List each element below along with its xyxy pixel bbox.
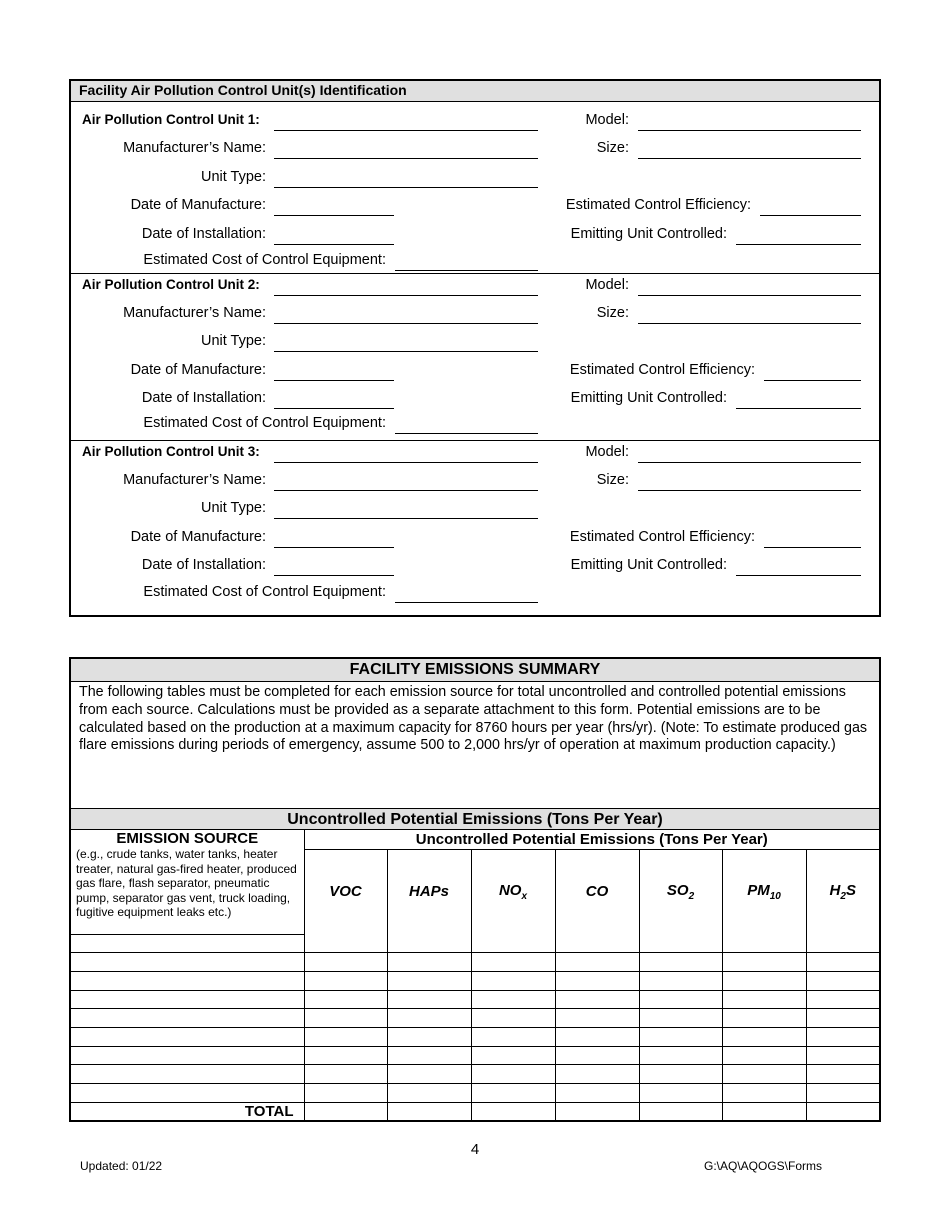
emission-value-cell[interactable] <box>639 1046 722 1065</box>
unit-1-label: Air Pollution Control Unit 1: <box>82 112 260 127</box>
emissions-summary-title: FACILITY EMISSIONS SUMMARY <box>71 659 879 682</box>
file-path: G:\AQ\AQOGS\Forms <box>704 1159 823 1173</box>
table-title: Uncontrolled Potential Emissions (Tons Per Year) <box>71 808 879 830</box>
unit-1-manufacturer-label: Manufacturer’s Name: <box>123 140 266 156</box>
emission-value-cell[interactable] <box>806 953 879 972</box>
unit-2-efficiency-label: Estimated Control Efficiency: <box>569 362 755 378</box>
emission-value-cell[interactable] <box>806 971 879 990</box>
emission-value-cell[interactable] <box>304 1027 387 1046</box>
emission-value-cell[interactable] <box>387 1046 471 1065</box>
emission-value-cell[interactable] <box>471 1084 555 1103</box>
unit-2-cost-label: Estimated Cost of Control Equipment: <box>143 415 386 431</box>
emission-value-cell[interactable] <box>387 971 471 990</box>
emission-value-cell[interactable] <box>304 1084 387 1103</box>
unit-2-emitting-unit-field[interactable] <box>736 408 861 409</box>
unit-3-size-label: Size: <box>596 472 629 488</box>
unit-1-date-manufacture-field[interactable] <box>274 215 394 216</box>
unit-3-manufacturer-field[interactable] <box>274 490 538 491</box>
unit-1-name-field[interactable] <box>274 130 538 131</box>
emission-value-cell[interactable] <box>387 953 471 972</box>
emission-value-cell[interactable] <box>806 1102 879 1121</box>
emission-value-cell[interactable] <box>471 990 555 1009</box>
emission-value-cell[interactable] <box>639 1009 722 1028</box>
unit-3-emitting-unit-field[interactable] <box>736 575 861 576</box>
emission-value-cell[interactable] <box>806 934 879 953</box>
unit-1-size-label: Size: <box>596 140 629 156</box>
emission-value-cell[interactable] <box>387 1102 471 1121</box>
emission-value-cell[interactable] <box>471 1009 555 1028</box>
emission-value-cell[interactable] <box>555 971 639 990</box>
emission-value-cell[interactable] <box>639 934 722 953</box>
unit-3-emitting-unit-label: Emitting Unit Controlled: <box>570 557 727 573</box>
pollutant-header: $NO_x$ <box>471 849 555 934</box>
unit-1-emitting-unit-field[interactable] <box>736 244 861 245</box>
table-row <box>71 971 879 990</box>
emission-value-cell[interactable] <box>639 1102 722 1121</box>
table-row <box>71 934 879 953</box>
table-row <box>71 1027 879 1046</box>
emission-value-cell[interactable] <box>555 953 639 972</box>
emission-value-cell[interactable] <box>722 1084 806 1103</box>
unit-3-date-manufacture-field[interactable] <box>274 547 394 548</box>
emission-source-cell[interactable] <box>71 1065 304 1084</box>
emission-source-cell[interactable] <box>71 953 304 972</box>
emission-value-cell[interactable] <box>639 1065 722 1084</box>
emissions-table <box>71 830 879 1121</box>
unit-3-date-installation-field[interactable] <box>274 575 394 576</box>
emission-value-cell[interactable] <box>471 1027 555 1046</box>
emission-value-cell[interactable] <box>806 1046 879 1065</box>
emission-value-cell[interactable] <box>555 1046 639 1065</box>
pollutant-header: $SO_2$ <box>639 849 722 934</box>
emission-value-cell[interactable] <box>555 934 639 953</box>
emission-value-cell[interactable] <box>304 953 387 972</box>
emission-value-cell[interactable] <box>387 1084 471 1103</box>
unit-2-efficiency-field[interactable] <box>764 380 861 381</box>
columns-header: Uncontrolled Potential Emissions (Tons Per Year) <box>304 830 879 849</box>
page-number: 4 <box>470 1141 480 1158</box>
emission-value-cell[interactable] <box>471 971 555 990</box>
unit-1-efficiency-label: Estimated Control Efficiency: <box>565 197 751 213</box>
emission-value-cell[interactable] <box>806 1027 879 1046</box>
emission-source-cell[interactable] <box>71 934 304 953</box>
emission-source-cell[interactable] <box>71 990 304 1009</box>
emission-value-cell[interactable] <box>471 1046 555 1065</box>
emission-source-header: EMISSION SOURCE <box>116 830 259 847</box>
unit-2-cost-field[interactable] <box>395 433 538 434</box>
emission-source-header-cell <box>71 830 304 934</box>
unit-3-date-installation-label: Date of Installation: <box>141 557 266 573</box>
table-row <box>71 953 879 972</box>
emission-source-cell[interactable] <box>71 1009 304 1028</box>
emission-value-cell[interactable] <box>304 990 387 1009</box>
unit-2-date-manufacture-label: Date of Manufacture: <box>130 362 266 378</box>
emission-value-cell[interactable] <box>639 971 722 990</box>
emission-source-cell[interactable] <box>71 1027 304 1046</box>
unit-2-name-field[interactable] <box>274 295 538 296</box>
emission-source-cell[interactable] <box>71 1046 304 1065</box>
emission-value-cell[interactable] <box>722 971 806 990</box>
instructions-paragraph: The following tables must be completed for each emission source for total uncontrolled and controlled potential emissions from each source. Calculations must be provided as a separate attachment to this form. Potential emissions are to be calculated based on the production at a maximum capacity for 8760 hours per year (hrs/yr). (Note: To estimate produced gas flare emissions during periods of emergency, assume 500 to 2,000 hrs/yr of operation at maximum production capacity.) <box>79 684 868 754</box>
total-label: TOTAL <box>71 1102 304 1121</box>
pollutant-header: $PM_{10}$ <box>722 849 806 934</box>
pollutant-header: CO <box>555 849 639 934</box>
emission-value-cell[interactable] <box>806 1009 879 1028</box>
unit-3-efficiency-field[interactable] <box>764 547 861 548</box>
emission-value-cell[interactable] <box>471 1102 555 1121</box>
pollutant-header: HAPs <box>387 849 471 934</box>
unit-2-emitting-unit-label: Emitting Unit Controlled: <box>570 390 727 406</box>
unit-1-date-manufacture-label: Date of Manufacture: <box>130 197 266 213</box>
total-row <box>71 1102 879 1121</box>
emission-value-cell[interactable] <box>471 1065 555 1084</box>
emission-source-cell[interactable] <box>71 1084 304 1103</box>
unit-3-model-label: Model: <box>585 444 629 460</box>
unit-separator <box>71 440 879 441</box>
emission-value-cell[interactable] <box>722 1102 806 1121</box>
emission-value-cell[interactable] <box>304 971 387 990</box>
emission-value-cell[interactable] <box>722 934 806 953</box>
unit-2-size-label: Size: <box>596 305 629 321</box>
table-row <box>71 1046 879 1065</box>
emission-value-cell[interactable] <box>555 1065 639 1084</box>
emission-value-cell[interactable] <box>555 1027 639 1046</box>
emissions-summary-section <box>69 657 881 1122</box>
unit-3-cost-label: Estimated Cost of Control Equipment: <box>143 584 386 600</box>
updated-date: Updated: 01/22 <box>80 1159 163 1173</box>
emission-value-cell[interactable] <box>722 1046 806 1065</box>
emission-value-cell[interactable] <box>304 1046 387 1065</box>
emission-value-cell[interactable] <box>806 1084 879 1103</box>
emission-value-cell[interactable] <box>555 1102 639 1121</box>
emission-value-cell[interactable] <box>387 1027 471 1046</box>
table-row <box>71 1084 879 1103</box>
unit-1-model-field[interactable] <box>638 130 861 131</box>
unit-1-unit-type-label: Unit Type: <box>200 169 266 185</box>
unit-3-label: Air Pollution Control Unit 3: <box>82 444 260 459</box>
unit-2-manufacturer-label: Manufacturer’s Name: <box>123 305 266 321</box>
unit-2-label: Air Pollution Control Unit 2: <box>82 277 260 292</box>
emission-value-cell[interactable] <box>639 990 722 1009</box>
unit-3-efficiency-label: Estimated Control Efficiency: <box>569 529 755 545</box>
unit-1-date-installation-label: Date of Installation: <box>141 226 266 242</box>
unit-3-model-field[interactable] <box>638 462 861 463</box>
emission-value-cell[interactable] <box>555 990 639 1009</box>
unit-2-model-label: Model: <box>585 277 629 293</box>
emission-value-cell[interactable] <box>639 1027 722 1046</box>
emission-value-cell[interactable] <box>387 990 471 1009</box>
unit-2-date-manufacture-field[interactable] <box>274 380 394 381</box>
unit-1-cost-field[interactable] <box>395 270 538 271</box>
emission-value-cell[interactable] <box>722 1009 806 1028</box>
emission-value-cell[interactable] <box>387 1009 471 1028</box>
unit-3-unit-type-label: Unit Type: <box>200 500 266 516</box>
unit-3-size-field[interactable] <box>638 490 861 491</box>
emission-value-cell[interactable] <box>471 953 555 972</box>
unit-1-manufacturer-field[interactable] <box>274 158 538 159</box>
unit-3-unit-type-field[interactable] <box>274 518 538 519</box>
emission-value-cell[interactable] <box>722 990 806 1009</box>
emission-value-cell[interactable] <box>639 953 722 972</box>
table-row <box>71 1065 879 1084</box>
table-row <box>71 1009 879 1028</box>
unit-2-manufacturer-field[interactable] <box>274 323 538 324</box>
emission-value-cell[interactable] <box>304 1102 387 1121</box>
emission-value-cell[interactable] <box>387 1065 471 1084</box>
unit-1-emitting-unit-label: Emitting Unit Controlled: <box>570 226 727 242</box>
control-unit-identification-section <box>69 79 881 617</box>
unit-1-size-field[interactable] <box>638 158 861 159</box>
unit-1-date-installation-field[interactable] <box>274 244 394 245</box>
unit-2-size-field[interactable] <box>638 323 861 324</box>
unit-separator <box>71 273 879 274</box>
emission-value-cell[interactable] <box>304 934 387 953</box>
emission-value-cell[interactable] <box>555 1084 639 1103</box>
emission-value-cell[interactable] <box>722 1065 806 1084</box>
section-title: Facility Air Pollution Control Unit(s) Identification <box>71 81 879 102</box>
emission-value-cell[interactable] <box>471 934 555 953</box>
unit-1-model-label: Model: <box>585 112 629 128</box>
pollutant-header: $H_2S$ <box>806 849 879 934</box>
unit-1-unit-type-field[interactable] <box>274 187 538 188</box>
unit-2-unit-type-label: Unit Type: <box>200 333 266 349</box>
unit-1-cost-label: Estimated Cost of Control Equipment: <box>143 252 386 268</box>
unit-1-efficiency-field[interactable] <box>760 215 861 216</box>
emission-value-cell[interactable] <box>387 934 471 953</box>
emission-value-cell[interactable] <box>304 1009 387 1028</box>
unit-2-date-installation-field[interactable] <box>274 408 394 409</box>
emission-value-cell[interactable] <box>555 1009 639 1028</box>
table-row <box>71 990 879 1009</box>
emission-value-cell[interactable] <box>639 1084 722 1103</box>
unit-2-model-field[interactable] <box>638 295 861 296</box>
unit-2-unit-type-field[interactable] <box>274 351 538 352</box>
emission-source-cell[interactable] <box>71 971 304 990</box>
unit-3-name-field[interactable] <box>274 462 538 463</box>
unit-3-manufacturer-label: Manufacturer’s Name: <box>123 472 266 488</box>
emission-value-cell[interactable] <box>722 1027 806 1046</box>
unit-2-date-installation-label: Date of Installation: <box>141 390 266 406</box>
emission-value-cell[interactable] <box>806 1065 879 1084</box>
unit-3-date-manufacture-label: Date of Manufacture: <box>130 529 266 545</box>
emission-value-cell[interactable] <box>722 953 806 972</box>
emission-source-description: (e.g., crude tanks, water tanks, heater treater, natural gas-fired heater, produced gas flare, flash separator, pneumatic pump, separator gas vent, truck loading, fugitive equipment leaks etc.) <box>76 847 297 919</box>
unit-3-cost-field[interactable] <box>395 602 538 603</box>
emission-value-cell[interactable] <box>806 990 879 1009</box>
pollutant-header: VOC <box>304 849 387 934</box>
emission-value-cell[interactable] <box>304 1065 387 1084</box>
